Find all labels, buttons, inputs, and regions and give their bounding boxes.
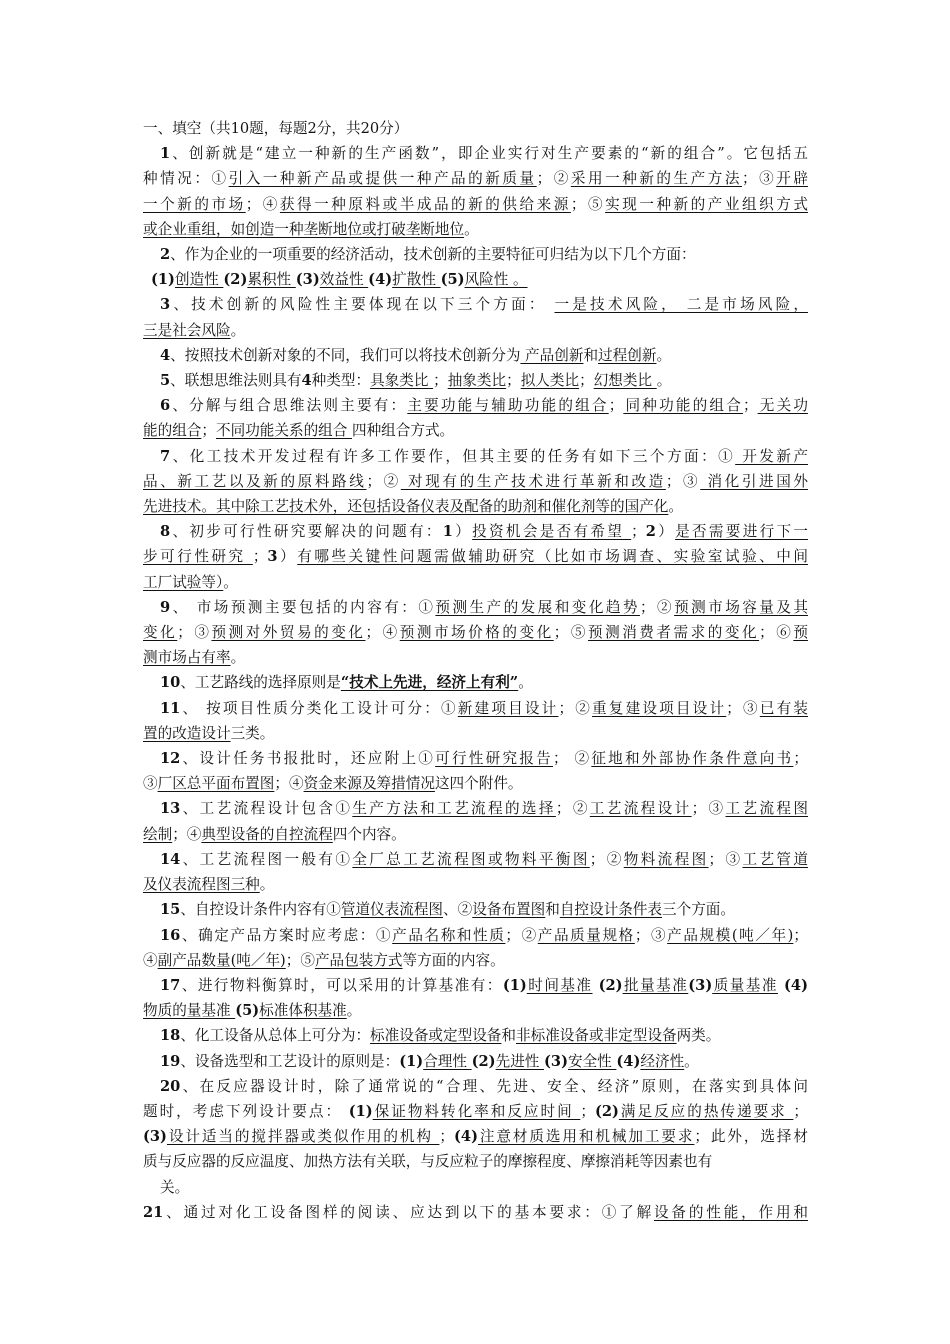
answer-blank: 工艺管道 xyxy=(742,850,808,868)
text-run: 这四个附件。 xyxy=(434,775,523,793)
answer-blank: 征地和外部协作条件意向书 xyxy=(591,750,794,768)
text-line xyxy=(143,1200,808,1225)
answer-blank: 典型设备的自控流程 xyxy=(201,825,333,843)
answer-blank: 开发新产 xyxy=(735,447,808,465)
text-run: 18 xyxy=(160,1027,181,1045)
answer-blank: 合理性 xyxy=(423,1052,472,1070)
answer-blank: 重复建设项目设计 xyxy=(592,699,727,717)
text-run: (4) xyxy=(616,1052,641,1070)
text-run: ； xyxy=(793,750,808,768)
text-line xyxy=(143,1149,808,1174)
text-line xyxy=(143,494,808,519)
text-run: 、技术创新的风险性主要体现在以下三个方面： xyxy=(170,296,555,314)
text-run: (1) xyxy=(151,271,175,289)
text-run: 9 xyxy=(160,598,171,616)
text-line xyxy=(143,897,808,922)
text-line xyxy=(143,721,808,746)
answer-blank: 工艺流程设计 xyxy=(589,800,692,818)
text-line xyxy=(143,343,808,368)
text-run: 、在反应器设计时，除了通常说的“合理、先进、安全、经济”原则，在落实到具体问 xyxy=(180,1077,808,1095)
text-line xyxy=(143,645,808,670)
text-run: ；② xyxy=(639,598,675,616)
answer-blank: 保证物料转化率和反应时间 xyxy=(372,1102,581,1120)
text-run: 和 xyxy=(501,1027,517,1045)
text-run: ） xyxy=(452,523,473,541)
answer-blank: 设计适当的搅拌器或类似作用的机构 xyxy=(166,1128,440,1146)
text-run: 、联想思维法则具有 xyxy=(170,372,302,390)
answer-blank: 批量基准 xyxy=(622,976,689,994)
text-run: 、初步可行性研究要解决的问题有： xyxy=(170,523,443,541)
answer-blank: 累积性 xyxy=(247,271,296,289)
text-run: ） xyxy=(277,548,298,566)
text-run: 四种组合方式。 xyxy=(351,422,455,440)
text-line xyxy=(143,696,808,721)
text-run: ；② xyxy=(555,800,590,818)
text-run: 。 xyxy=(223,573,238,591)
text-run: 、 市场预测主要包括的内容有：① xyxy=(170,598,436,616)
text-run: 题时，考虑下列设计要点： xyxy=(143,1102,349,1120)
text-run: 、设计任务书报批时，还应附上① xyxy=(180,750,436,768)
text-run: ； xyxy=(252,548,268,566)
answer-blank: 管道仪表流程图 xyxy=(340,901,444,919)
text-line xyxy=(143,872,808,897)
text-run: (4) xyxy=(784,976,808,994)
answer-blank: 一是技术风险， 二是市场风险， xyxy=(554,296,808,314)
text-run: 4 xyxy=(301,372,312,390)
answer-blank: 获得一种原料或半成品的新的供给来源 xyxy=(279,195,571,213)
answer-blank: 物质的量基准 xyxy=(143,1002,236,1020)
text-run: 、创新就是“建立一种新的生产函数”，即企业实行对生产要素的“新的组合”。它包括五 xyxy=(170,145,808,163)
text-run: 14 xyxy=(160,850,181,868)
answer-blank: 质量基准 xyxy=(712,976,778,994)
text-line xyxy=(143,544,808,569)
text-run: 、通过对化工设备图样的阅读、应达到以下的基本要求：①了解 xyxy=(163,1203,654,1221)
text-run: 、进行物料衡算时，可以采用的计算基准有： xyxy=(180,976,503,994)
text-run: 种类型： xyxy=(311,372,371,390)
answer-blank: 全厂总工艺流程图或物料平衡图 xyxy=(352,850,590,868)
answer-blank: 风险性 。 xyxy=(464,271,528,289)
text-run: ；⑥ xyxy=(759,624,794,642)
answer-blank: 步可行性研究 xyxy=(143,548,253,566)
answer-blank: 能的组合 xyxy=(143,422,202,440)
text-run: ； xyxy=(201,422,216,440)
text-run: 10 xyxy=(160,674,181,692)
text-run: 。 xyxy=(684,1052,699,1070)
answer-blank: 设备的性能，作用和 xyxy=(654,1203,808,1221)
answer-blank: 绘制 xyxy=(143,825,173,843)
text-run: ；③ xyxy=(691,800,726,818)
text-run: (1) xyxy=(502,976,527,994)
text-line xyxy=(143,847,808,872)
text-run: ；④ xyxy=(245,195,280,213)
answer-blank: 标准设备或定型设备 xyxy=(370,1027,502,1045)
answer-blank: 先进技术。其中除工艺技术外，还包括设备仪表及配备的助剂和催化剂等的国产化 xyxy=(143,498,669,516)
answer-blank: 产品规模(吨／年) xyxy=(667,926,794,944)
answer-blank: 效益性 xyxy=(319,271,369,289)
answer-blank: 实现一种新的产业组织方式 xyxy=(605,195,808,213)
text-run: 和 xyxy=(545,901,560,919)
document-page xyxy=(143,116,808,1225)
answer-blank: 扩散性 xyxy=(392,271,441,289)
text-run: ；② xyxy=(366,472,401,490)
answer-blank: 预测市场容量及其 xyxy=(674,598,808,616)
text-line xyxy=(143,318,808,343)
text-run: 、设备选型和工艺设计的原则是： xyxy=(180,1052,400,1070)
text-line xyxy=(143,1175,808,1200)
answer-blank: 副产品数量(吨／年) xyxy=(157,951,286,969)
answer-blank: 设备布置图 xyxy=(472,901,546,919)
text-run: 、化工设备从总体上可分为： xyxy=(180,1027,371,1045)
text-run: 。 xyxy=(656,346,672,364)
text-line xyxy=(143,1023,808,1048)
text-run: 。 xyxy=(230,321,246,339)
text-line xyxy=(143,141,808,166)
answer-blank: 满足反应的热传递要求 xyxy=(618,1102,794,1120)
text-run: (5) xyxy=(235,1002,260,1020)
text-run: (2) xyxy=(223,271,248,289)
answer-blank: 预测对外贸易的变化 xyxy=(211,624,366,642)
text-run: (2) xyxy=(471,1052,496,1070)
answer-blank: 抽象类比 xyxy=(447,372,507,390)
text-line xyxy=(143,418,808,443)
text-run: 11 xyxy=(160,699,181,717)
answer-blank: 工厂试验等） xyxy=(143,573,224,591)
answer-blank: 及仪表流程图三种 xyxy=(143,876,260,894)
text-run: ；② xyxy=(536,170,571,188)
text-run: ；③ xyxy=(708,850,743,868)
text-run: ；⑤ xyxy=(553,624,588,642)
text-line xyxy=(143,444,808,469)
text-run: ； xyxy=(433,372,448,390)
text-line xyxy=(143,166,808,191)
answer-blank: 品、新工艺以及新的原料路线 xyxy=(143,472,367,490)
text-run: 4 xyxy=(160,346,171,364)
text-line xyxy=(143,570,808,595)
text-line xyxy=(143,973,808,998)
text-run: 15 xyxy=(160,901,181,919)
answer-blank: 非标准设备或非定型设备 xyxy=(516,1027,677,1045)
text-run: ； ② xyxy=(553,750,592,768)
text-run: 和 xyxy=(583,346,599,364)
answer-blank: 物料流程图 xyxy=(623,850,709,868)
text-line xyxy=(143,1124,808,1149)
text-run: 。 xyxy=(668,498,683,516)
answer-blank: 有哪些关键性问题需做辅助研究（比如市场调查、实验室试验、中间 xyxy=(297,548,808,566)
text-run: 三类。 xyxy=(230,724,275,742)
text-run: ；④ xyxy=(172,825,202,843)
text-run: ； xyxy=(579,372,594,390)
answer-blank: 产品创新 xyxy=(520,346,584,364)
text-run: 、作为企业的一项重要的经济活动，技术创新的主要特征可归结为以下几个方面： xyxy=(170,246,696,264)
answer-blank: 预测市场价格的变化 xyxy=(399,624,554,642)
text-run: 、确定产品方案时应考虑：① xyxy=(180,926,393,944)
answer-blank: 无关功 xyxy=(757,397,808,415)
answer-blank: 采用一种新的生产方法 xyxy=(570,170,742,188)
text-line xyxy=(143,393,808,418)
text-run: ） xyxy=(655,523,676,541)
text-run: (4) xyxy=(454,1128,478,1146)
text-run: 7 xyxy=(160,447,171,465)
text-line xyxy=(143,1049,808,1074)
text-run: 1 xyxy=(160,145,171,163)
text-run: 关。 xyxy=(160,1178,190,1196)
text-line xyxy=(143,267,808,292)
text-run: 19 xyxy=(160,1052,181,1070)
text-line xyxy=(143,746,808,771)
text-run: ；③ xyxy=(634,926,668,944)
answer-blank: 创造性 xyxy=(174,271,224,289)
text-run: 6 xyxy=(160,397,171,415)
text-run: ； xyxy=(793,1102,809,1120)
text-run: 2 xyxy=(160,246,171,264)
answer-blank: 过程创新 xyxy=(598,346,657,364)
answer-blank: 安全性 xyxy=(567,1052,617,1070)
text-line xyxy=(143,469,808,494)
text-run: 5 xyxy=(160,372,171,390)
answer-blank: 一个新的市场 xyxy=(143,195,246,213)
answer-blank: 先进性 xyxy=(495,1052,545,1070)
text-line xyxy=(143,242,808,267)
answer-blank: 经济性 xyxy=(640,1052,685,1070)
text-run: ； xyxy=(580,1102,595,1120)
text-run: 3 xyxy=(267,548,278,566)
answer-blank: 厂区总平面布置图 xyxy=(157,775,275,793)
text-run: 1 xyxy=(442,523,453,541)
text-run: ；② xyxy=(505,926,538,944)
text-line xyxy=(143,923,808,948)
answer-blank: 置的改造设计 xyxy=(143,724,231,742)
answer-blank: 具象类比 xyxy=(370,372,434,390)
text-run: (2) xyxy=(598,976,623,994)
text-run: (1) xyxy=(348,1102,373,1120)
answer-blank: 注意材质选用和机械加工要求 xyxy=(478,1128,695,1146)
text-run: (1) xyxy=(399,1052,424,1070)
answer-blank: 是否需要进行下一 xyxy=(675,523,808,541)
text-line xyxy=(143,1099,808,1124)
answer-blank: 资金来源及筹措情况 xyxy=(303,775,435,793)
text-line xyxy=(143,217,808,242)
document-body xyxy=(143,141,808,1225)
text-run: 3 xyxy=(160,296,171,314)
answer-blank: 同种功能的组合 xyxy=(623,397,743,415)
answer-blank: 拟人类比 xyxy=(520,372,580,390)
text-run: 。 xyxy=(230,649,246,667)
answer-blank: 预测生产的发展和变化趋势 xyxy=(435,598,640,616)
text-line xyxy=(143,670,808,695)
answer-blank: 生产方法和工艺流程的选择 xyxy=(352,800,556,818)
answer-blank: 测市场占有率 xyxy=(143,649,231,667)
text-run: 13 xyxy=(160,800,181,818)
text-run: 等方面的内容。 xyxy=(402,951,505,969)
answer-blank: 预测消费者需求的变化 xyxy=(587,624,760,642)
text-line xyxy=(143,771,808,796)
text-run: 。 xyxy=(656,372,672,390)
text-run: 、② xyxy=(443,901,473,919)
text-run: 、工艺流程设计包含① xyxy=(180,800,353,818)
text-run: ； xyxy=(439,1128,455,1146)
text-line xyxy=(143,998,808,1023)
text-run: 、按照技术创新对象的不同，我们可以将技术创新分为 xyxy=(170,346,521,364)
text-run: (3) xyxy=(143,1128,167,1146)
text-run: 质与反应器的反应温度、加热方法有关联，与反应粒子的摩擦程度、摩擦消耗等因素也有 xyxy=(143,1153,713,1171)
text-run: 12 xyxy=(160,750,181,768)
text-run: 17 xyxy=(160,976,181,994)
text-run: 、分解与组合思维法则主要有： xyxy=(170,397,408,415)
answer-blank: 或企业重组，如创造一种垄断地位或打破垄断地位 xyxy=(143,220,465,238)
text-run: 、工艺流程图一般有① xyxy=(180,850,353,868)
answer-blank: “技术上先进，经济上有利” xyxy=(340,674,519,692)
answer-blank: 已有装 xyxy=(759,699,808,717)
text-run: 20 xyxy=(160,1077,181,1095)
answer-blank: 投资机会是否有希望 xyxy=(472,523,632,541)
section-title: 一、填空（共10题，每题2分，共20分） xyxy=(143,120,409,137)
text-run: ；③ xyxy=(177,624,212,642)
text-run: 、自控设计条件内容有① xyxy=(180,901,341,919)
text-run: 8 xyxy=(160,523,171,541)
text-run: ③ xyxy=(143,775,158,793)
text-run: ； xyxy=(793,926,808,944)
answer-blank: 三是社会风险 xyxy=(143,321,231,339)
text-line xyxy=(143,292,808,317)
text-run: ； xyxy=(743,397,758,415)
text-run: (3) xyxy=(295,271,320,289)
answer-blank: 工艺流程图 xyxy=(725,800,808,818)
text-line xyxy=(143,368,808,393)
text-run: ； xyxy=(506,372,521,390)
answer-blank: 可行性研究报告 xyxy=(435,750,553,768)
text-run: ；④ xyxy=(274,775,304,793)
answer-blank: 时间基准 xyxy=(526,976,593,994)
text-run: ；⑤ xyxy=(285,951,315,969)
answer-blank: 消化引进国外 xyxy=(700,472,808,490)
text-run: 。 xyxy=(346,1002,362,1020)
text-run: (5) xyxy=(440,271,465,289)
answer-blank: 主要功能与辅助功能的组合 xyxy=(407,397,609,415)
text-run: ；此外，选择材 xyxy=(694,1128,808,1146)
answer-blank: 幻想类比 xyxy=(593,372,657,390)
text-run: 两类。 xyxy=(676,1027,721,1045)
text-line xyxy=(143,620,808,645)
text-line xyxy=(143,595,808,620)
text-run: ； xyxy=(631,523,646,541)
text-line xyxy=(143,822,808,847)
text-run: ；② xyxy=(558,699,593,717)
text-line xyxy=(143,192,808,217)
text-run: ；③ xyxy=(726,699,760,717)
text-run: 。 xyxy=(518,674,533,692)
text-line xyxy=(143,1074,808,1099)
text-line xyxy=(143,796,808,821)
text-run: 、工艺路线的选择原则是 xyxy=(180,674,341,692)
answer-blank: 自控设计条件表 xyxy=(559,901,662,919)
answer-blank: 不同功能关系的组合 xyxy=(216,422,352,440)
text-run: 、 按项目性质分类化工设计可分：① xyxy=(180,699,458,717)
text-run: ； xyxy=(608,397,624,415)
answer-blank: 产品质量规格 xyxy=(537,926,635,944)
text-line xyxy=(143,948,808,973)
text-run: (3) xyxy=(544,1052,568,1070)
answer-blank: 引入一种新产品或提供一种产品的新质量 xyxy=(228,170,537,188)
text-run: 四个内容。 xyxy=(332,825,406,843)
text-run: 16 xyxy=(160,926,181,944)
text-line xyxy=(143,519,808,544)
text-run: 三个方面。 xyxy=(662,901,735,919)
answer-blank: 新建项目设计 xyxy=(457,699,559,717)
text-run: (4) xyxy=(368,271,393,289)
text-run: 。 xyxy=(464,220,479,238)
text-run: ；⑤ xyxy=(570,195,606,213)
text-run: (2) xyxy=(594,1102,619,1120)
text-run: 2 xyxy=(645,523,656,541)
text-run: ；③ xyxy=(665,472,701,490)
answer-blank: 产品名称和性质 xyxy=(392,926,506,944)
text-run: ；④ xyxy=(365,624,400,642)
text-run: ④ xyxy=(143,951,158,969)
text-run: (3) xyxy=(688,976,713,994)
answer-blank: 变化 xyxy=(143,624,178,642)
answer-blank: 对现有的生产技术进行革新和改造 xyxy=(400,472,666,490)
answer-blank: 开辟 xyxy=(776,170,808,188)
text-run: ；③ xyxy=(742,170,777,188)
answer-blank: 产品包装方式 xyxy=(314,951,403,969)
answer-blank: 标准体积基准 xyxy=(259,1002,347,1020)
text-run: 、化工技术开发过程有许多工作要作，但其主要的任务有如下三个方面：① xyxy=(170,447,736,465)
text-run: 21 xyxy=(143,1203,164,1221)
answer-blank: 预 xyxy=(793,624,808,642)
text-run: 种情况：① xyxy=(143,170,229,188)
text-run: ；② xyxy=(589,850,624,868)
text-run: 。 xyxy=(259,876,275,894)
